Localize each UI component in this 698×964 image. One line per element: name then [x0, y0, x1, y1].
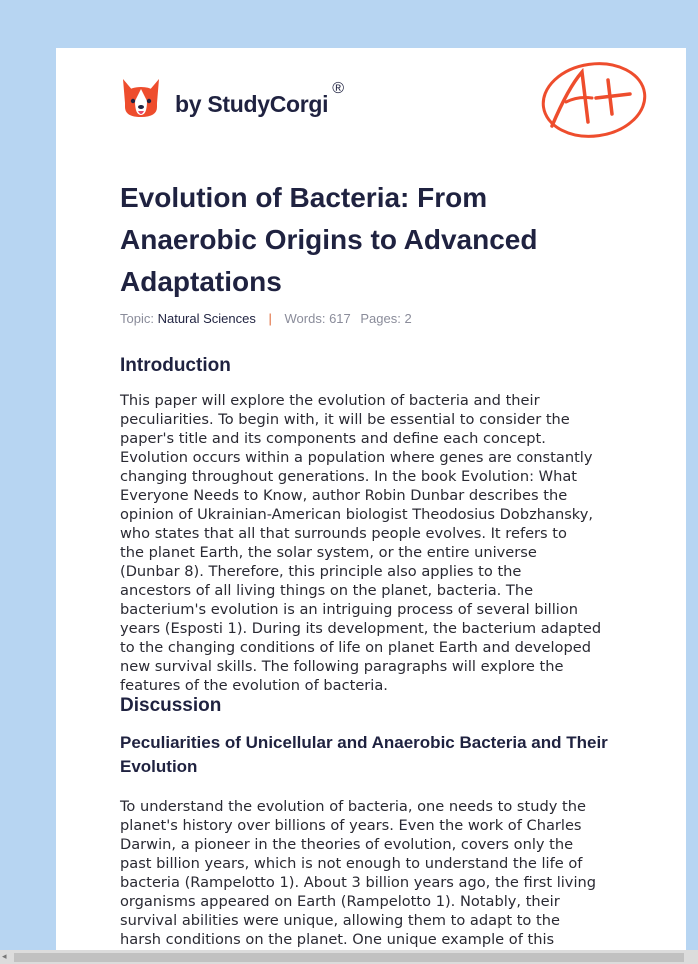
a-plus-grade-icon: [538, 58, 648, 140]
document-meta: [120, 311, 412, 326]
topic-link[interactable]: Natural Sciences: [157, 311, 256, 326]
studycorgi-logo[interactable]: [121, 76, 344, 122]
scroll-left-arrow-icon[interactable]: ◂: [2, 952, 7, 962]
subsection-heading: Peculiarities of Unicellular and Anaerobic Bacteria and Their Evolution: [120, 733, 608, 776]
document-page: [56, 48, 686, 953]
introduction-heading: Introduction: [120, 355, 231, 376]
topic-label: Topic:: [120, 311, 154, 326]
registered-mark: ®: [332, 80, 345, 97]
word-count: Words: 617: [284, 311, 351, 326]
page-count: Pages: 2: [360, 311, 412, 326]
horizontal-scrollbar[interactable]: [0, 950, 698, 964]
scrollbar-thumb[interactable]: [14, 953, 684, 962]
discussion-heading: Discussion: [120, 695, 222, 716]
document-title: Evolution of Bacteria: From Anaerobic Origins to Advanced Adaptations: [120, 182, 538, 297]
meta-separator: |: [268, 311, 272, 326]
discussion-paragraph: To understand the evolution of bacteria, one needs to study the planet's history over billions of years. Even the work of Charles Darwin, a pioneer in the theories of evolution, covers only the past billion years, which is not enough to understand the life of bacteria (Rampelotto 1). About 3 billion years ago, the first living organisms appeared on Earth (Rampelotto 1). Notably, their survival abilities were unique, allowing them to adapt to the harsh conditions on the planet. One unique example of this: [120, 798, 597, 948]
introduction-paragraph: This paper will explore the evolution of bacteria and their peculiarities. To begin with, it will be essential to consider the paper's title and its components and define each concept. Evolution occurs within a population where genes are constantly changing throughout generations. In the book Evolution: What Everyone Needs to Know, author Robin Dunbar describes the opinion of Ukrainian-American biologist Theodosius Dobzhansky, who states that all that surrounds people evolves. It refers to the planet Earth, the solar system, or the entire universe (Dunbar 8). Therefore, this principle also applies to the ancestors of all living things on the planet, bacteria. The bacterium's evolution is an intriguing process of several billion years (Esposti 1). During its development, the bacterium adapted to the changing conditions of life on planet Earth and developed new survival skills. The following paragraphs will explore the features of the evolution of bacteria.: [120, 392, 602, 694]
brand-name: by StudyCorgi: [175, 90, 329, 117]
corgi-icon: [121, 77, 161, 121]
